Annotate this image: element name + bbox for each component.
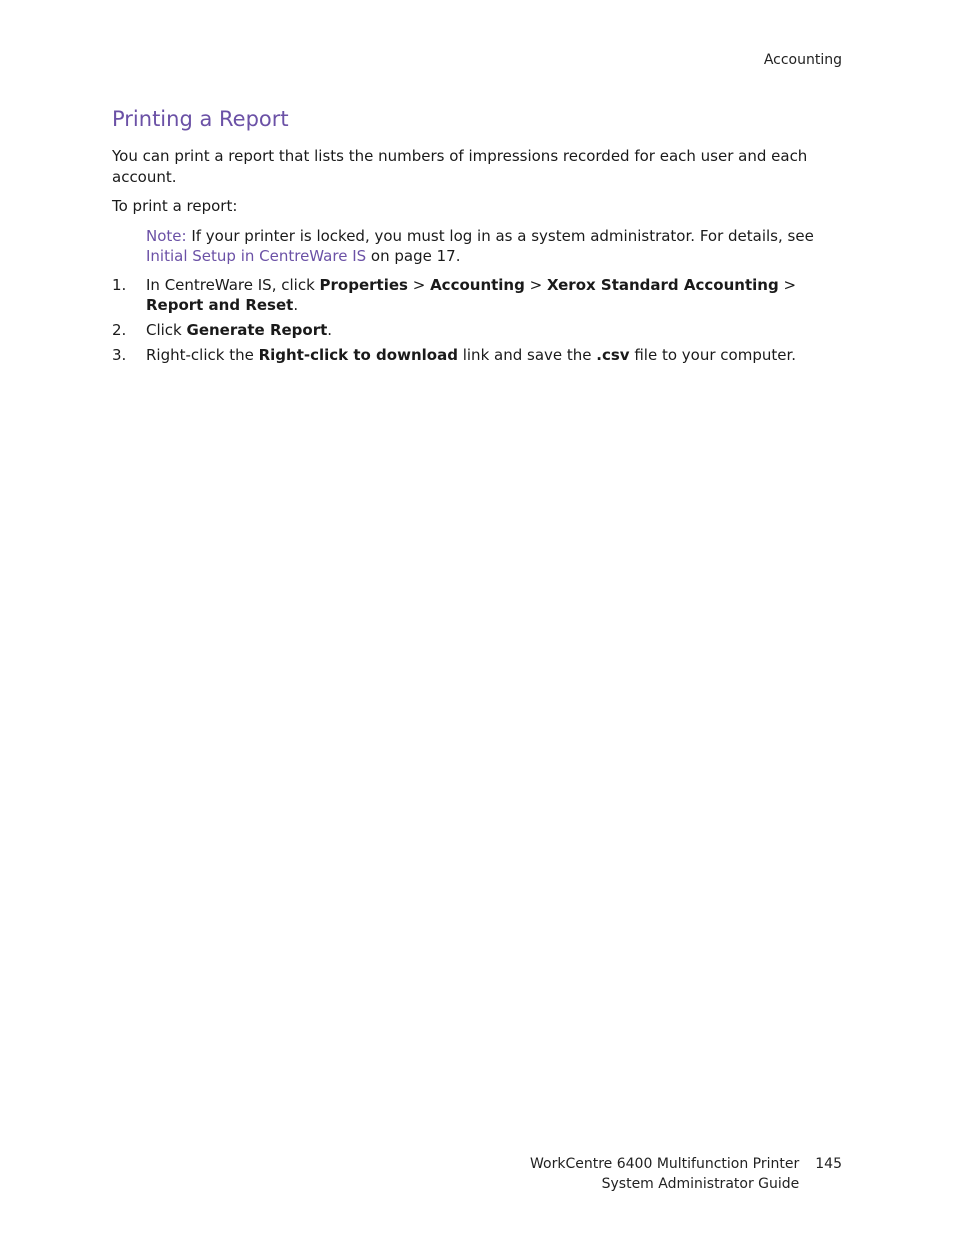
step-text: Right-click the [146,346,259,364]
step-item [112,275,842,315]
footer-guide: System Administrator Guide [601,1176,800,1192]
step-text: In CentreWare IS, click [146,276,320,294]
note-text-after: on page 17. [366,247,461,265]
step-item [112,345,842,365]
page-number: 145 [815,1156,842,1172]
running-header: Accounting [763,52,842,68]
page-footer [530,1154,842,1194]
ui-term: Generate Report [186,321,328,339]
ui-term: .csv [596,346,630,364]
intro-paragraph: You can print a report that lists the numbers of impressions recorded for each user and each account. [112,147,808,186]
note-text: If your printer is locked, you must log in as a system administrator. For details, see [186,227,814,245]
ui-term: Accounting [430,276,525,294]
ui-term: Right-click to download [258,346,458,364]
page-content [112,104,842,370]
step-item [112,320,842,340]
step-text: Click [146,321,187,339]
step-text: > [407,276,431,294]
step-text: . [293,296,299,314]
ui-term: Xerox Standard Accounting [546,276,779,294]
note-block [146,226,842,266]
step-text: . [327,321,333,339]
step-number: 1. [112,276,127,294]
ui-term: Properties [319,276,408,294]
step-text: > [778,276,797,294]
cross-reference-link[interactable]: Initial Setup in CentreWare IS [146,247,367,265]
lead-paragraph: To print a report: [112,197,238,215]
ui-term: Report and Reset [146,296,294,314]
step-text: file to your computer. [629,346,797,364]
steps-list [112,275,842,365]
note-label: Note: [146,227,187,245]
section-title: Printing a Report [112,107,289,131]
step-text: link and save the [457,346,597,364]
step-number: 2. [112,321,127,339]
footer-product: WorkCentre 6400 Multifunction Printer [530,1156,800,1172]
step-text: > [524,276,547,294]
step-number: 3. [112,346,127,364]
footer-titles [530,1154,799,1194]
